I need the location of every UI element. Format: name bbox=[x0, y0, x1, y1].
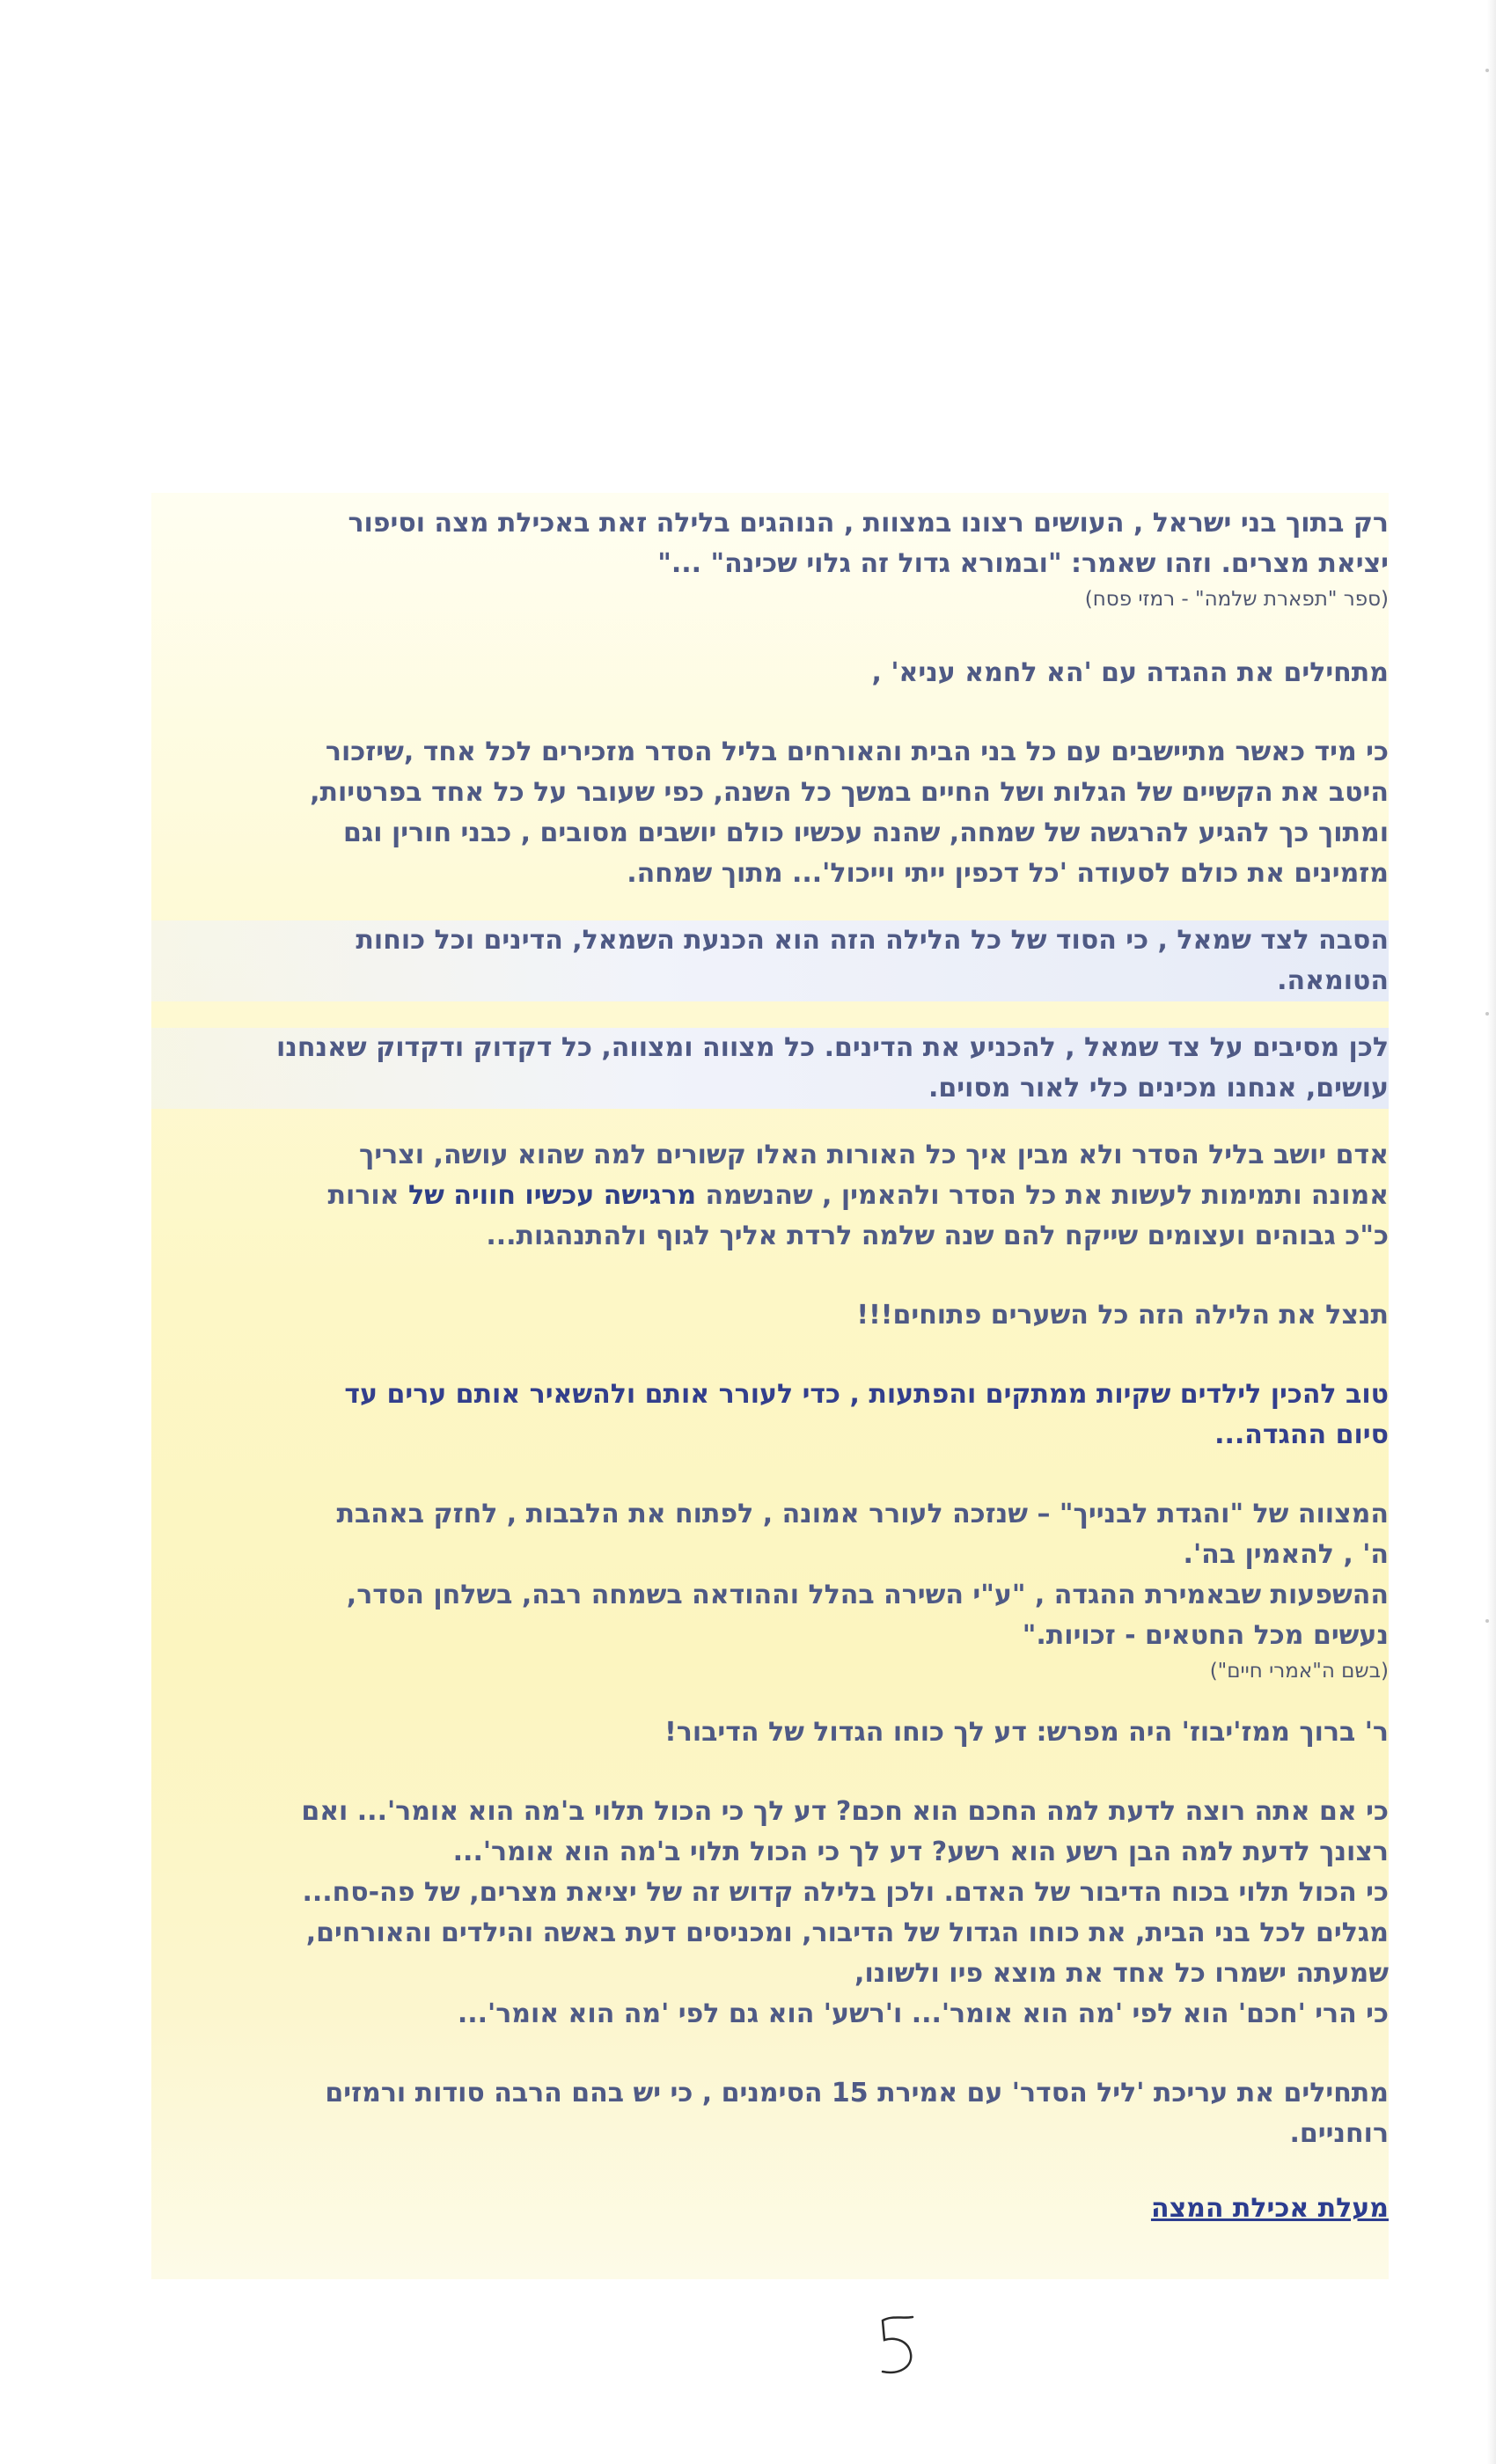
text-line: מתחילים את ההגדה עם 'הא לחמא עניא' , bbox=[871, 657, 1389, 688]
source-citation: (בשם ה"אמרי חיים") bbox=[1209, 1660, 1389, 1683]
paragraph-seating bbox=[151, 732, 1389, 894]
paragraph-gates-open bbox=[151, 1295, 1389, 1336]
text-line: כי אם אתה רוצה לדעת למה החכם הוא חכם? דע לך כי הכול תלוי ב'מה הוא אומר'... ואם bbox=[301, 1796, 1389, 1827]
paragraph-15-signs bbox=[151, 2073, 1389, 2154]
text-segment: אורות bbox=[327, 1180, 400, 1211]
text-line: רק בתוך בני ישראל , העושים רצונו במצוות , הנוהגים בלילה זאת באכילת מצה וסיפור bbox=[348, 508, 1389, 539]
source-citation: (ספר "תפארת שלמה" - רמזי פסח) bbox=[1084, 588, 1389, 611]
text-line: אדם יושב בליל הסדר ולא מבין איך כל האורות האלו קשורים למה שהוא עושה, וצריך bbox=[359, 1140, 1389, 1170]
paragraph-vehigadeta bbox=[151, 1494, 1389, 1686]
text-line: ההשפעות שבאמירת ההגדה , "ע"י השירה בהלל וההודאה בשמחה רבה, בשלחן הסדר, bbox=[346, 1580, 1389, 1610]
scan-speck bbox=[1485, 69, 1489, 72]
paragraph-intro bbox=[151, 503, 1389, 614]
text-line: רוחניים. bbox=[1289, 2118, 1389, 2149]
text-line: הטומאה. bbox=[1277, 965, 1389, 996]
page-number bbox=[867, 2310, 928, 2380]
paragraph-children-treats bbox=[151, 1375, 1389, 1456]
handwritten-page-number bbox=[867, 2310, 928, 2380]
paragraph-subdue-judgments bbox=[151, 1028, 1389, 1109]
paragraph-leaning-left bbox=[151, 920, 1389, 1001]
paragraph-power-of-speech bbox=[151, 1712, 1389, 1753]
text-line: כי מיד כאשר מתיישבים עם כל בני הבית והאורחים בליל הסדר מזכירים לכל אחד ,שיזכור bbox=[325, 737, 1389, 767]
text-line: היטב את הקשיים של הגלות ושל החיים במשך כל השנה, כפי שעובר על כל אחד בפרטיות, bbox=[310, 777, 1389, 808]
highlighted-phrase: מרגישה עכשיו חוויה של bbox=[407, 1180, 697, 1211]
text-line: הסבה לצד שמאל , כי הסוד של כל הלילה הזה הוא הכנעת השמאל, הדינים וכל כוחות bbox=[356, 925, 1389, 956]
text-line: כי הכול תלוי בכוח הדיבור של האדם. ולכן בלילה קדוש זה של יציאת מצרים, של פה-סח... bbox=[302, 1877, 1389, 1908]
text-line: נעשים מכל החטאים - זכויות." bbox=[1022, 1620, 1389, 1651]
text-line: לכן מסיבים על צד שמאל , להכניע את הדינים. כל מצווה ומצווה, כל דקדוק ודקדוק שאנחנו bbox=[276, 1032, 1389, 1063]
text-line bbox=[151, 1176, 1389, 1216]
scan-speck bbox=[1485, 1619, 1489, 1623]
text-segment: אמונה ותמימות לעשות את כל הסדר ולהאמין , שהנשמה bbox=[705, 1180, 1389, 1211]
text-line: ר' ברוך ממז'יבוז' היה מפרש: דע לך כוחו הגדול של הדיבור! bbox=[664, 1717, 1389, 1748]
paragraph-wise-wicked bbox=[151, 1792, 1389, 2035]
scan-edge bbox=[1487, 0, 1496, 2464]
text-line: עושים, אנחנו מכינים כלי לאור מסוים. bbox=[928, 1073, 1389, 1104]
text-line: שמעתה ישמרו כל אחד את מוצא פיו ולשונו, bbox=[854, 1958, 1389, 1989]
text-line: מגלים לכל בני הבית, את כוחו הגדול של הדיבור, ומכניסים דעת באשה והילדים והאורחים, bbox=[305, 1918, 1389, 1948]
scan-speck bbox=[1485, 1012, 1489, 1016]
text-line: יציאת מצרים. וזהו שאמר: "ובמורא גדול זה גלוי שכינה" ..." bbox=[657, 548, 1389, 579]
text-line: מזמינים את כולם לסעודה 'כל דכפין ייתי וייכול'... מתוך שמחה. bbox=[627, 858, 1389, 889]
paragraph-lights bbox=[151, 1135, 1389, 1257]
text-line: כי הרי 'חכם' הוא לפי 'מה הוא אומר'... ו'רשע' הוא גם לפי 'מה הוא אומר'... bbox=[457, 1998, 1389, 2029]
text-line: המצווה של "והגדת לבנייך" – שנזכה לעורר אמונה , לפתוח את הלבבות , לחזק באהבת bbox=[336, 1499, 1389, 1529]
text-line: טוב להכין לילדים שקיות ממתקים והפתעות , כדי לעורר אותם ולהשאיר אותם ערים עד bbox=[344, 1379, 1389, 1410]
text-line: ומתוך כך להגיע להרגשה של שמחה, שהנה עכשיו כולם יושבים מסובים , כבני חורין וגם bbox=[342, 818, 1389, 848]
text-line: כ"כ גבוהים ועצומים שייקח להם שנה שלמה לרדת אליך לגוף ולהתנהגות... bbox=[486, 1221, 1389, 1251]
text-line: סיום ההגדה... bbox=[1214, 1419, 1389, 1450]
text-line: תנצל את הלילה הזה כל השערים פתוחים!!! bbox=[856, 1300, 1389, 1331]
matzah-virtue-link[interactable]: מעלת אכילת המצה bbox=[1150, 2193, 1389, 2224]
text-line: ה' , להאמין בה'. bbox=[1183, 1539, 1389, 1570]
text-line: מתחילים את עריכת 'ליל הסדר' עם אמירת 15 הסימנים , כי יש בהם הרבה סודות ורמזים bbox=[325, 2078, 1389, 2108]
paragraph-ha-lachma bbox=[151, 653, 1389, 693]
document-body bbox=[151, 493, 1389, 2279]
text-line: רצונך לדעת למה הבן רשע הוא רשע? דע לך כי הכול תלוי ב'מה הוא אומר'... bbox=[452, 1837, 1389, 1867]
